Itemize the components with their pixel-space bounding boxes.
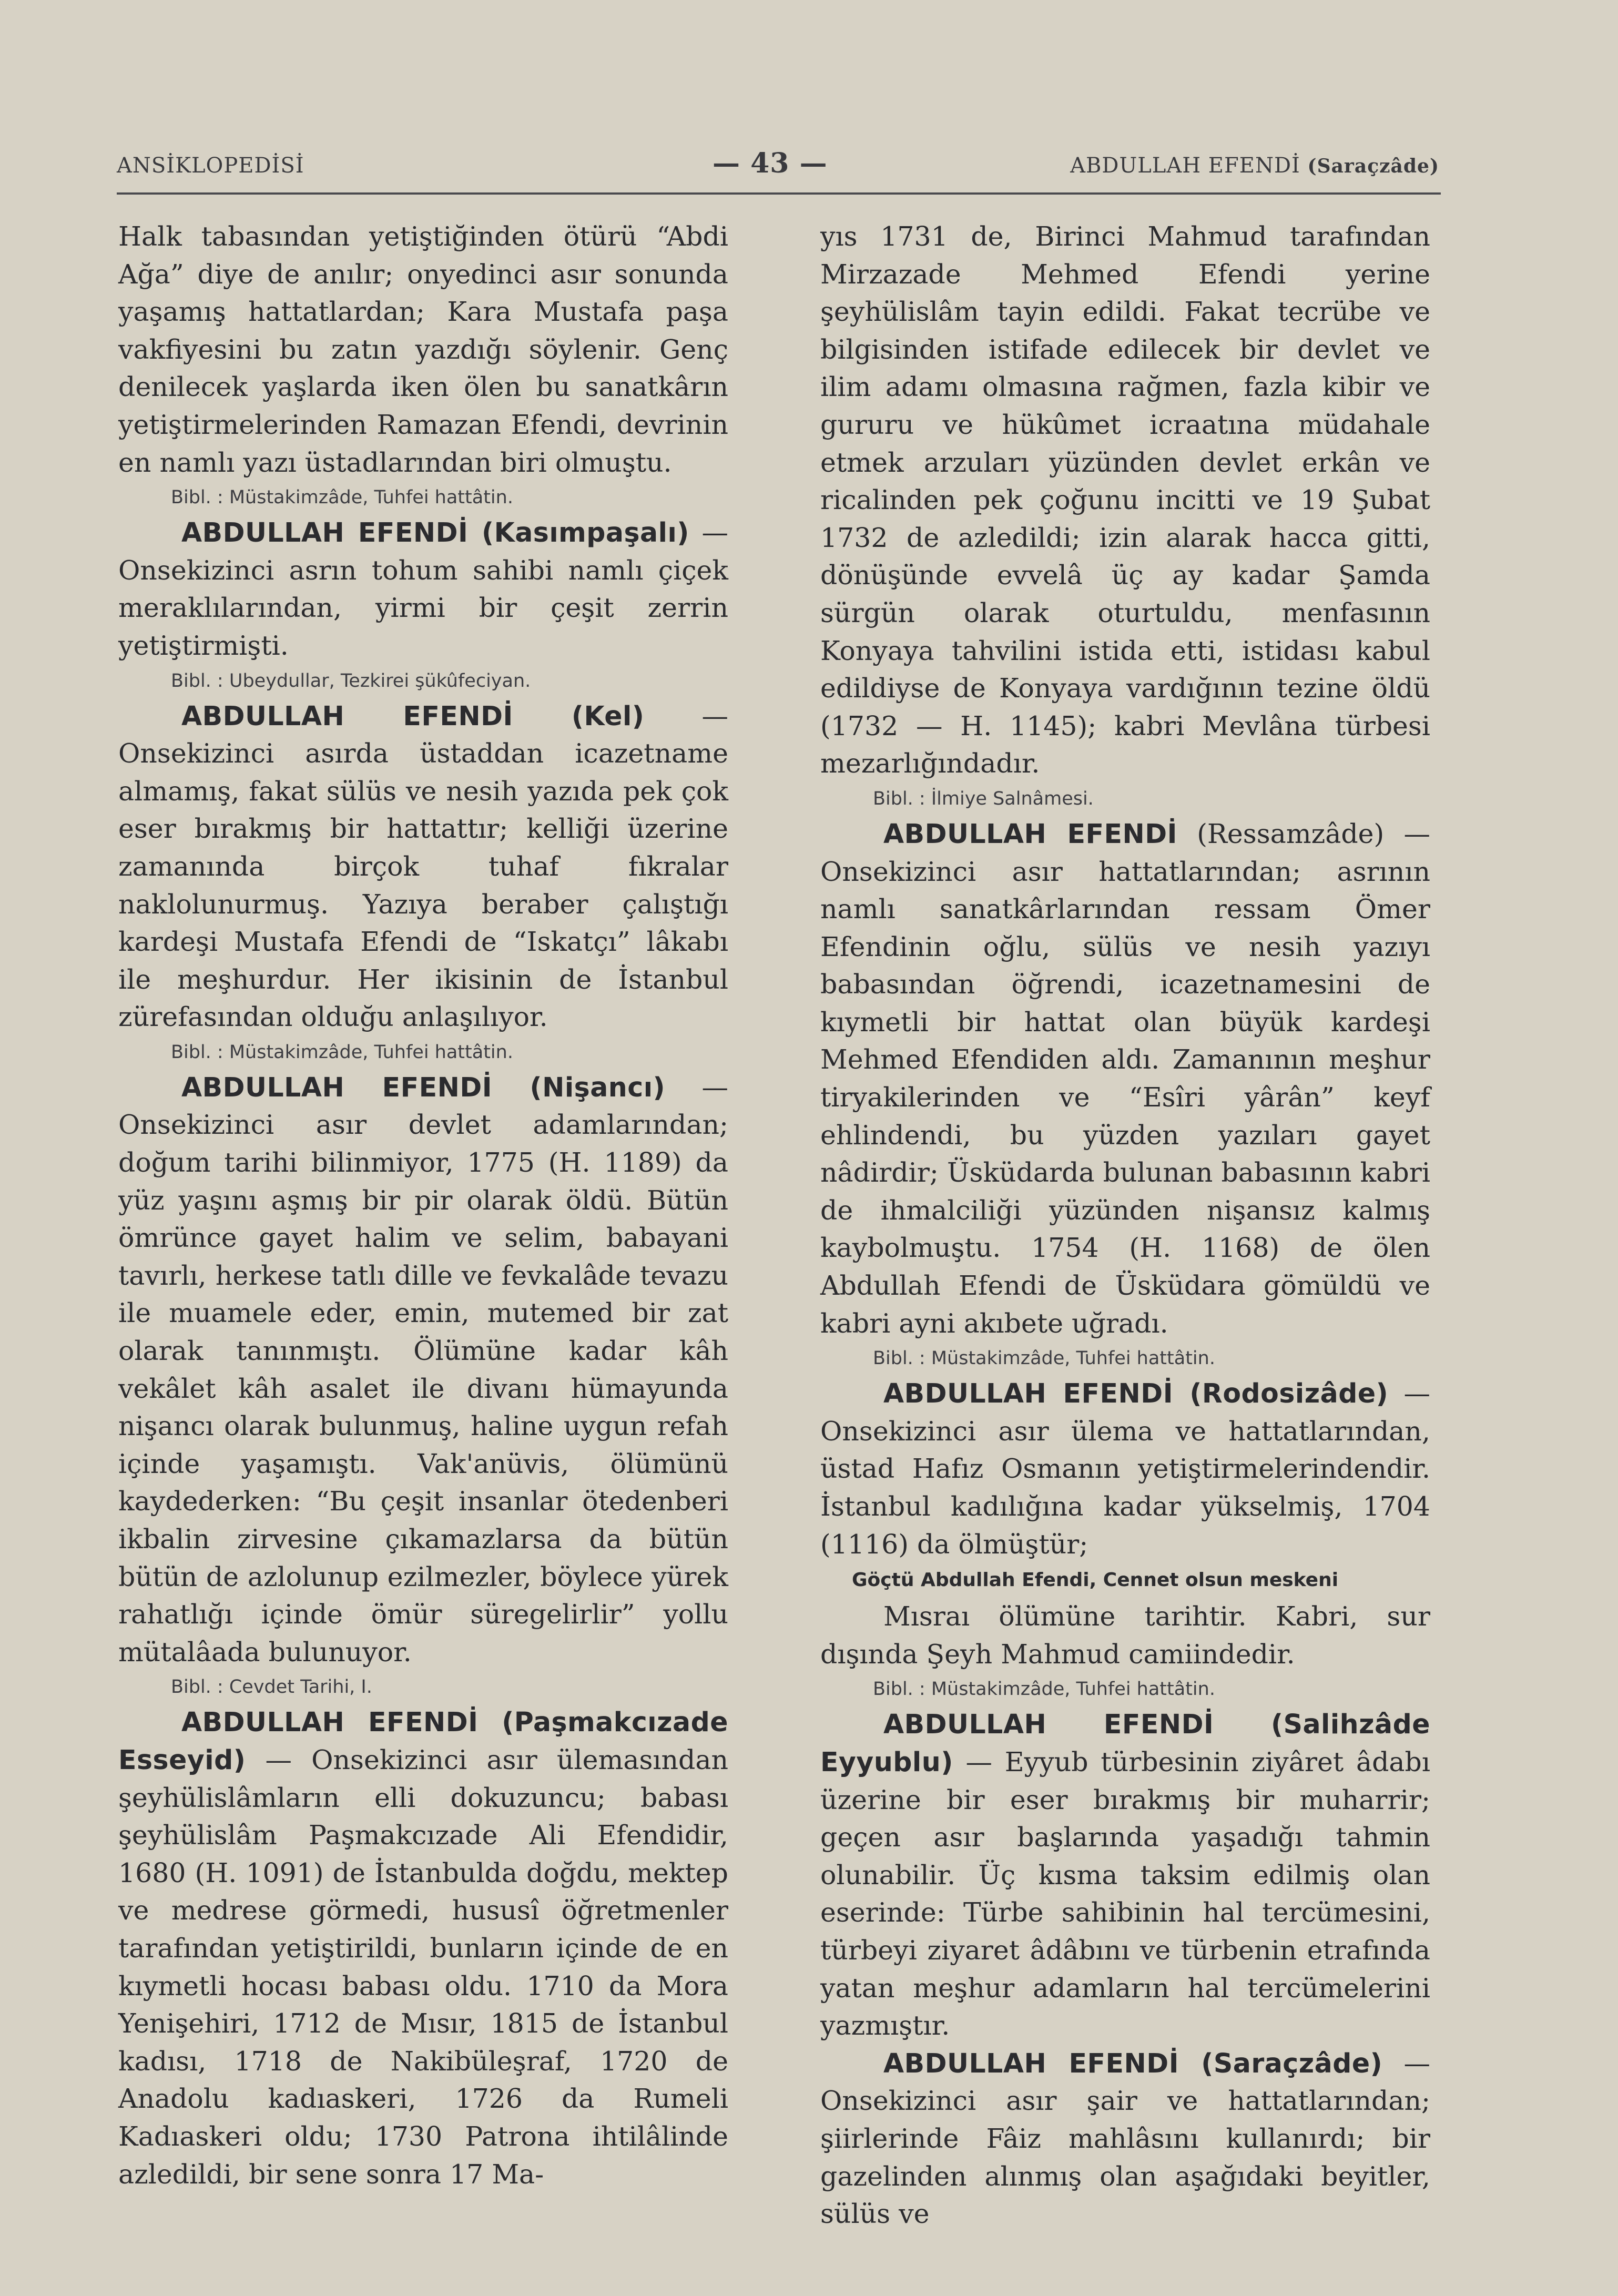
entry-kasimpasali	[118, 514, 728, 664]
running-header-subtitle: (Saraçzâde)	[1307, 155, 1439, 177]
entry-text: — Onsekizinci asır şair ve hattatlarından; şiirlerinde Fâiz mahlâsını kullanırdı; bir gazelinden alınmış olan aşağıdaki beyitler, sülüs ve	[820, 2047, 1430, 2230]
entry-text: — Onsekizinci asrın tohum sahibi namlı çiçek meraklılarından, yirmi bir çeşit zerrin yetiştirmişti.	[118, 517, 728, 661]
bibliography: Bibl. : Ubeydullar, Tezkirei şükûfeciyan.	[171, 670, 531, 692]
header-rule	[117, 192, 1441, 195]
entry-text: — Onsekizinci asır devlet adamlarından; doğum tarihi bilinmiyor, 1775 (H. 1189) da yüz yaşını aşmış bir pir olarak öldü. Bütün ömrünce gayet halim ve selim, babayani tavırlı, herkese tatlı dille ve fevkalâde tevazu ile muamele eder, emin, mutemed bir zat olarak tanınmıştı. Ölümüne kadar kâh vekâlet kâh asalet ile divanı hümayunda nişancı olarak bulunmuş, haline uygun refah içinde yaşamıştı. Vak'anüvis, ölümünü kaydederken: “Bu çeşit insanlar ötedenberi ikbalin zirvesine çıkamazlarsa da bütün bütün de azlolunup ezilmezler, böylece yürek rahatlığı içinde ömür süregelirlir” yollu mütalâada bulunuyor.	[118, 1071, 728, 1668]
entry-saraczade	[820, 2045, 1430, 2233]
entry-kel	[118, 697, 728, 1036]
right-column	[820, 218, 1430, 2233]
bibliography: Bibl. : Cevdet Tarihi, I.	[171, 1677, 372, 1698]
entry-ressamzade	[820, 815, 1430, 1342]
entry-text: (Ressamzâde) — Onsekizinci asır hattatlarından; asrının namlı sanatkârlarından ressam Ömer Efendinin oğlu, sülüs ve nesih yazıyı babasından öğrendi, icazetnamesini de kıymetli bir hattat olan büyük kardeşi Mehmed Efendiden aldı. Zamanının meşhur tiryakilerinden ve “Esîri yârân” keyf ehlindendi, bu yüzden yazıları gayet nâdirdir; Üsküdarda bulunan babasının kabri de ihmalciliği yüzünden nişansız kalmış kaybolmuştu. 1754 (H. 1168) de ölen Abdullah Efendi de Üsküdara gömüldü ve kabri ayni akıbete uğradı.	[820, 818, 1431, 1339]
entry-heading: ABDULLAH EFENDİ (Nişancı)	[181, 1071, 666, 1103]
bibliography: Bibl. : Müstakimzâde, Tuhfei hattâtin.	[171, 487, 513, 509]
entry-heading: ABDULLAH EFENDİ (Kel)	[181, 700, 645, 732]
running-header-right	[1070, 154, 1439, 178]
paragraph: Halk tabasından yetiştiğinden ötürü “Abdi Ağa” diye de anılır; onyedinci asır sonunda yaşamış hattatlardan; Kara Mustafa paşa vakfiyesini bu zatın yazdığı söylenir. Genç denilecek yaşlarda iken ölen bu sanatkârın yetiştirmelerinden Ramazan Efendi, devrinin en namlı yazı üstadlarından biri olmuştu.	[118, 221, 728, 478]
entry-heading: ABDULLAH EFENDİ (Saraçzâde)	[883, 2047, 1383, 2079]
entry-heading: ABDULLAH EFENDİ (Kasımpaşalı)	[181, 517, 689, 548]
bibliography: Bibl. : Müstakimzâde, Tuhfei hattâtin.	[873, 1348, 1215, 1369]
paragraph: yıs 1731 de, Birinci Mahmud tarafından Mirzazade Mehmed Efendi yerine şeyhülislâm tayin edildi. Fakat tecrübe ve bilgisinden istifade edilecek bir devlet ve ilim adamı olmasına rağmen, fazla kibir ve gururu ve hükûmet icraatına müdahale etmek arzuları yüzünden devlet erkân ve ricalinden pek çoğunu incitti ve 19 Şubat 1732 de azledildi; izin alarak hacca gitti, dönüşünde evvelâ üç ay kadar Şamda sürgün olarak oturtuldu, menfasının Konyaya tahvilini istida etti, istidası kabul edildiyse de Konyaya vardığının tezine öldü (1732 — H. 1145); kabri Mevlâna türbesi mezarlığındadır.	[820, 221, 1430, 779]
running-header-title: ABDULLAH EFENDİ	[1070, 154, 1300, 178]
bibliography: Bibl. : Müstakimzâde, Tuhfei hattâtin.	[171, 1041, 513, 1063]
entry-heading: ABDULLAH EFENDİ (Salihzâde Eyyublu)	[820, 1709, 1430, 1777]
entry-text: — Onsekizinci asırda üstaddan icazetname almamış, fakat sülüs ve nesih yazıda pek çok eser bırakmış bir hattattır; kelliği üzerine zamanında birçok tuhaf fıkralar naklolunurmuş. Yazıya beraber çalıştığı kardeşi Mustafa Efendi de “Iskatçı” lâkabı ile meşhurdur. Her ikisinin de İstanbul zürefasından olduğu anlaşılıyor.	[118, 700, 728, 1033]
page-number: — 43 —	[713, 147, 828, 179]
bibliography: Bibl. : İlmiye Salnâmesi.	[873, 788, 1094, 809]
entry-pasmakcizade	[118, 1703, 728, 2193]
left-column	[118, 218, 728, 2193]
entry-continuation	[820, 1598, 1430, 1673]
entry-text: — Eyyub türbesinin ziyâret âdabı üzerine bir eser bırakmış bir muharrir; geçen asır başlarında yaşadığı tahmin olunabilir. Üç kısma taksim edilmiş olan eserinde: Türbe sahibinin hal tercümesini, türbeyi ziyaret âdâbını ve türbenin etrafında yatan meşhur adamların hal tercümelerini yazmıştır.	[820, 1746, 1430, 2041]
entry-heading: ABDULLAH EFENDİ	[883, 818, 1177, 849]
entry-text: Mısraı ölümüne tarihtir. Kabri, sur dışında Şeyh Mahmud camiindedir.	[820, 1601, 1430, 1670]
entry-heading: ABDULLAH EFENDİ (Paşmakcızade Esseyid)	[118, 1706, 728, 1775]
running-header-left: ANSİKLOPEDİSİ	[117, 154, 304, 178]
entry-heading: ABDULLAH EFENDİ (Rodosizâde)	[883, 1378, 1389, 1409]
entry-salihzade	[820, 1705, 1430, 2044]
entry-text: — Onsekizinci asır ülemasından şeyhülislâmların elli dokuzuncu; babası şeyhülislâm Paşmakcızade Ali Efendidir, 1680 (H. 1091) de İstanbulda doğdu, mektep ve medrese görmedi, hususî öğretmenler tarafından yetiştirildi, bunların içinde de en kıymetli hocası babası oldu. 1710 da Mora Yenişehiri, 1712 de Mısır, 1815 de İstanbul kadısı, 1718 de Nakibüleşraf, 1720 de Anadolu kadıaskeri, 1726 da Rumeli Kadıaskeri oldu; 1730 Patrona ihtilâlinde azledildi, bir sene sonra 17 Ma-	[118, 1744, 728, 2190]
entry-rodosizade	[820, 1375, 1430, 1563]
verse-line: Göçtü Abdullah Efendi, Cennet olsun meskeni	[852, 1569, 1339, 1591]
entry-text: — Onsekizinci asır ülema ve hattatlarından, üstad Hafız Osmanın yetiştirmelerindendir. İstanbul kadılığına kadar yükselmiş, 1704 (1116) da ölmüştür;	[820, 1378, 1431, 1560]
bibliography: Bibl. : Müstakimzâde, Tuhfei hattâtin.	[873, 1679, 1215, 1700]
entry-nisanci	[118, 1069, 728, 1671]
